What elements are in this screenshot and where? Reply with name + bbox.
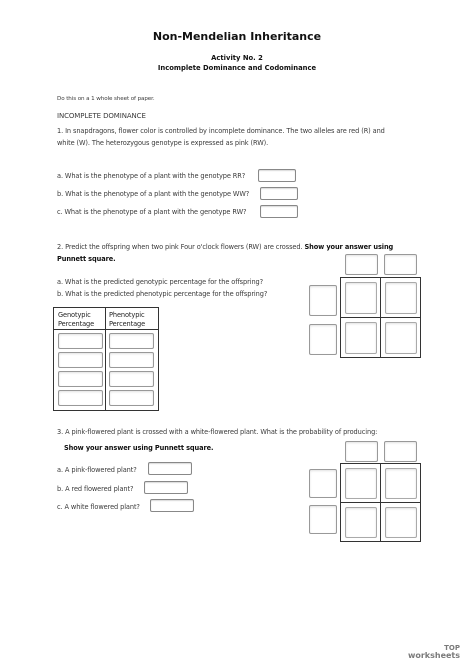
percentage-table bbox=[53, 307, 159, 411]
q1-text-line2: white (W). The heterozygous genotype is expressed as pink (RW). bbox=[57, 139, 269, 147]
phenotypic-field-1[interactable] bbox=[109, 333, 154, 349]
punnett-q3-cell-1[interactable] bbox=[345, 468, 377, 499]
punnett-q2-cell-4[interactable] bbox=[385, 322, 417, 354]
genotypic-field-4[interactable] bbox=[58, 390, 103, 406]
punnett-q3-parent-top-1[interactable] bbox=[345, 441, 378, 462]
q3a-answer-field[interactable] bbox=[148, 462, 192, 475]
punnett-q3-parent-left-1[interactable] bbox=[309, 469, 337, 498]
activity-number: Activity No. 2 bbox=[211, 54, 263, 62]
q2a-label: a. What is the predicted genotypic percentage for the offspring? bbox=[57, 278, 264, 286]
genotypic-field-2[interactable] bbox=[58, 352, 103, 368]
punnett-q3-parent-left-2[interactable] bbox=[309, 505, 337, 534]
punnett-q2-cell-2[interactable] bbox=[385, 282, 417, 314]
phenotypic-header-line2: Percentage bbox=[109, 320, 146, 328]
q1c-answer-field[interactable] bbox=[260, 205, 298, 218]
punnett-q2-cell-1[interactable] bbox=[345, 282, 377, 314]
punnett-q3-grid bbox=[340, 463, 421, 542]
punnett-q2-parent-left-1[interactable] bbox=[309, 285, 337, 316]
genotypic-field-3[interactable] bbox=[58, 371, 103, 387]
q3b-answer-field[interactable] bbox=[144, 481, 188, 494]
punnett-q3-cell-4[interactable] bbox=[385, 507, 417, 538]
q1c-label: c. What is the phenotype of a plant with the genotype RW? bbox=[57, 208, 247, 216]
q1b-label: b. What is the phenotype of a plant with the genotype WW? bbox=[57, 190, 250, 198]
q3c-label: c. A white flowered plant? bbox=[57, 503, 140, 511]
genotypic-header-line1: Genotypic bbox=[58, 311, 91, 319]
instruction-text: Do this on a 1 whole sheet of paper. bbox=[57, 96, 155, 102]
genotypic-field-1[interactable] bbox=[58, 333, 103, 349]
punnett-q2-grid bbox=[340, 277, 421, 358]
q3a-label: a. A pink-flowered plant? bbox=[57, 466, 137, 474]
q1b-answer-field[interactable] bbox=[260, 187, 298, 200]
genotypic-header-line2: Percentage bbox=[58, 320, 95, 328]
q3c-answer-field[interactable] bbox=[150, 499, 194, 512]
page-subtitle: Incomplete Dominance and Codominance bbox=[157, 64, 317, 72]
phenotypic-field-2[interactable] bbox=[109, 352, 154, 368]
phenotypic-field-4[interactable] bbox=[109, 390, 154, 406]
section-heading: INCOMPLETE DOMINANCE bbox=[57, 112, 146, 120]
punnett-q3-cell-3[interactable] bbox=[345, 507, 377, 538]
q1-text-line1: 1. In snapdragons, flower color is controlled by incomplete dominance. The two alleles are red (R) and bbox=[57, 127, 385, 135]
q3-text-line2: Show your answer using Punnett square. bbox=[64, 444, 214, 452]
punnett-q2-parent-top-2[interactable] bbox=[384, 254, 417, 275]
punnett-q2-parent-top-1[interactable] bbox=[345, 254, 378, 275]
q2-text-line1: 2. Predict the offspring when two pink Four o'clock flowers (RW) are crossed. Show your answer using bbox=[57, 243, 394, 251]
q2b-label: b. What is the predicted phenotypic percentage for the offspring? bbox=[57, 290, 268, 298]
q2-text-line2: Punnett square. bbox=[57, 255, 116, 263]
phenotypic-header-line1: Phenotypic bbox=[109, 311, 145, 319]
q1a-answer-field[interactable] bbox=[258, 169, 296, 182]
q3-text-line1: 3. A pink-flowered plant is crossed with a white-flowered plant. What is the probability of producing: bbox=[57, 428, 378, 436]
q1a-label: a. What is the phenotype of a plant with the genotype RR? bbox=[57, 172, 246, 180]
punnett-q3-cell-2[interactable] bbox=[385, 468, 417, 499]
punnett-q3-parent-top-2[interactable] bbox=[384, 441, 417, 462]
phenotypic-field-3[interactable] bbox=[109, 371, 154, 387]
page-title: Non-Mendelian Inheritance bbox=[152, 30, 322, 43]
punnett-q2-parent-left-2[interactable] bbox=[309, 324, 337, 355]
topworksheets-logo: TOP worksheets bbox=[407, 644, 460, 660]
punnett-q2-cell-3[interactable] bbox=[345, 322, 377, 354]
q3b-label: b. A red flowered plant? bbox=[57, 485, 134, 493]
